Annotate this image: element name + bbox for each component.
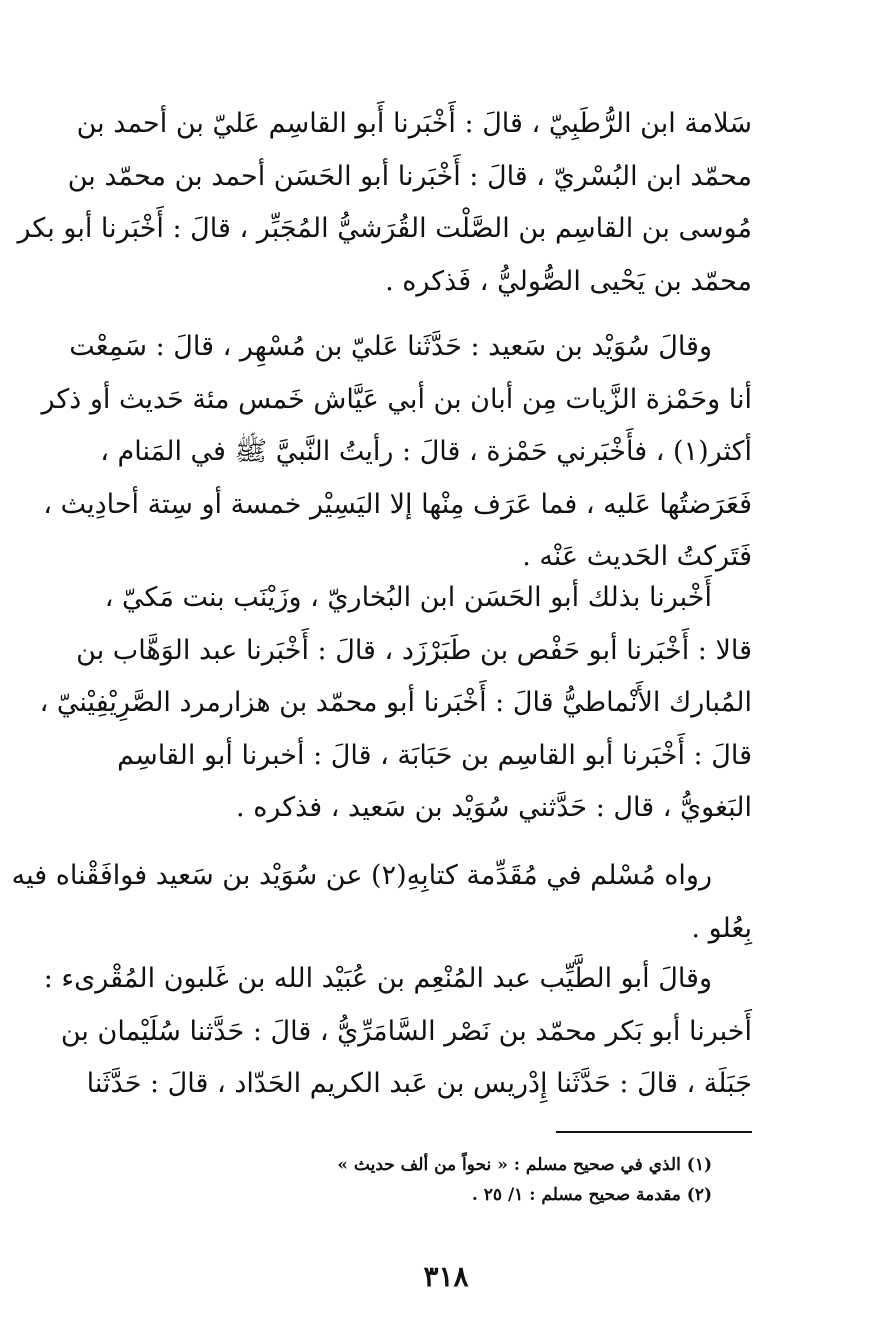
text-line: البَغويُّ ، قال : حَدَّثني سُوَيْد بن سَعيد ، فذكره .: [236, 792, 752, 823]
paragraph-4: [11, 850, 752, 955]
text-line: أَخبرنا أبو بَكر محمّد بن نَصْر السَّامَرِّيُّ ، قالَ : حَدَّثنا سُلَيْمان بن: [60, 1015, 752, 1047]
paragraph-1: [17, 98, 752, 308]
paragraph-5: [43, 953, 752, 1111]
text-line: محمّد بن يَحْيى الصُّوليُّ ، فَذكره .: [385, 265, 752, 297]
footnote-separator: [556, 1131, 752, 1133]
text-line: وقالَ أبو الطَّيِّب عبد المُنْعِم بن عُبَيْد الله بن غَلبون المُقْرىء :: [43, 963, 712, 994]
text-line: سَلامة ابن الرُّطَبِيّ ، قالَ : أَخْبَرنا أَبو القاسِم عَليّ بن أحمد بن: [76, 108, 752, 139]
text-line: المُبارك الأَنْماطيُّ قالَ : أَخْبَرنا أبو محمّد بن هزارمرد الصَّرِيْفِيْنيّ ،: [39, 687, 752, 718]
footnote-2: (٢) مقدمة صحيح مسلم : ١/ ٢٥ .: [471, 1185, 712, 1205]
text-line: بِعُلو .: [691, 912, 752, 944]
text-line: قالا : أَخْبَرنا أبو حَفْص بن طَبَرْزَد ، قالَ : أَخْبَرنا عبد الوَهَّاب بن: [76, 634, 752, 666]
text-line: فَعَرَضتُها عَليه ، فما عَرَف مِنْها إلا اليَسِيْر خمسة أو سِتة أحادِيث ،: [43, 488, 752, 520]
text-line: أنا وحَمْزة الزَّيات مِن أبان بن أبي عَيَّاش خَمس مئة حَديث أو ذكر: [41, 383, 752, 415]
text-line: وقالَ سُوَيْد بن سَعيد : حَدَّثَنا عَليّ بن مُسْهِر ، قالَ : سَمِعْت: [69, 331, 712, 362]
text-line: مُوسى بن القاسِم بن الصَّلْت القُرَشيُّ المُجَبِّر ، قالَ : أَخْبَرنا أبو بكر: [17, 213, 752, 244]
text-line: محمّد ابن البُسْريّ ، قالَ : أَخْبَرنا أبو الحَسَن أحمد بن محمّد بن: [67, 160, 752, 192]
text-line: رواه مُسْلم في مُقَدِّمة كتابِهِ(٢) عن سُوَيْد بن سَعيد فوافَقْناه فيه: [11, 860, 712, 891]
text-line: جَبَلَة ، قالَ : حَدَّثَنا إِدْريس بن عَبد الكريم الحَدّاد ، قالَ : حَدَّثَنا: [86, 1068, 752, 1099]
text-line: فَتَركتُ الحَديث عَنْه .: [522, 541, 752, 572]
text-line: أَخْبرنا بذلك أبو الحَسَن ابن البُخاريّ ، وزَيْنَب بنت مَكيّ ،: [104, 582, 712, 613]
page-number: ٣١٨: [423, 1260, 469, 1293]
footnotes: [62, 1150, 752, 1210]
paragraph-3: [39, 572, 752, 835]
footnote-1: (١) الذي في صحيح مسلم : « نحواً من ألف حديث »: [337, 1155, 712, 1175]
text-line: أكثر(١) ، فأَخْبَرني حَمْزة ، قالَ : رأيتُ النَّبيَّ ﷺ في المَنام ،: [100, 436, 752, 467]
text-line: قالَ : أَخْبَرنا أبو القاسِم بن حَبَابَة ، قالَ : أخبرنا أبو القاسِم: [117, 739, 752, 771]
paragraph-2: [41, 321, 752, 584]
